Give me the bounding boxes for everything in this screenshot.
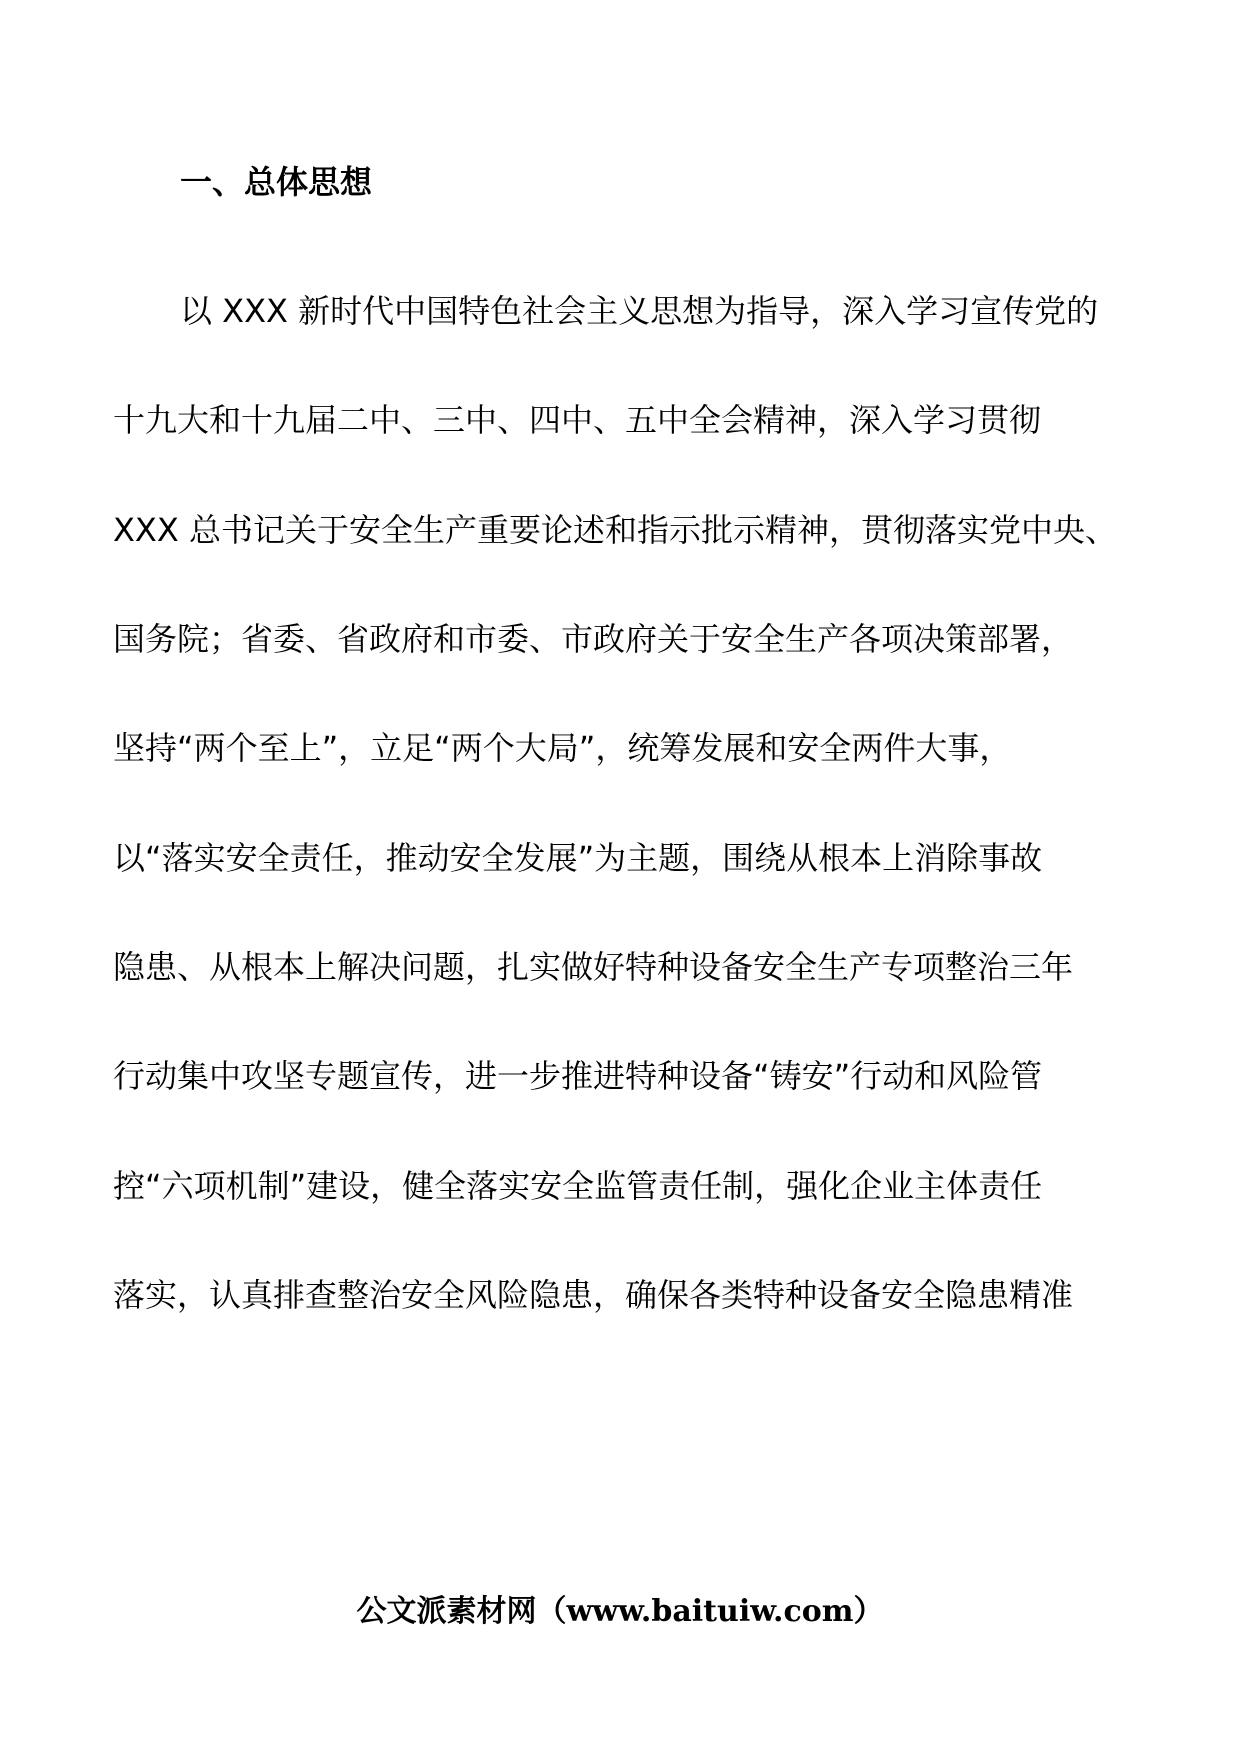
paragraph-line: 落实，认真排查整治安全风险隐患，确保各类特种设备安全隐患精准 (113, 1276, 1074, 1314)
paragraph-line: XXX 总书记关于安全生产重要论述和指示批示精神，贯彻落实党中央、 (113, 511, 1117, 549)
paragraph-line: 以“落实安全责任，推动安全发展”为主题，围绕从根本上消除事故 (113, 839, 1043, 877)
paragraph-line: 国务院；省委、省政府和市委、市政府关于安全生产各项决策部署， (113, 620, 1074, 658)
paragraph-line: 十九大和十九届二中、三中、四中、五中全会精神，深入学习贯彻 (113, 401, 1042, 439)
paragraph-line: 行动集中攻坚专题宣传，进一步推进特种设备“铸安”行动和风险管 (113, 1057, 1043, 1095)
paragraph-line: 坚持“两个至上”，立足“两个大局”，统筹发展和安全两件大事， (113, 729, 1012, 767)
footer-watermark: 公文派素材网（www.baituiw.com） (356, 1594, 884, 1629)
paragraph-line: 控“六项机制”建设，健全落实安全监管责任制，强化企业主体责任 (113, 1167, 1043, 1205)
section-heading: 一、总体思想 (180, 163, 373, 201)
paragraph-line: 以 XXX 新时代中国特色社会主义思想为指导，深入学习宣传党的 (180, 292, 1099, 330)
paragraph-line: 隐患、从根本上解决问题，扎实做好特种设备安全生产专项整治三年 (113, 948, 1074, 986)
